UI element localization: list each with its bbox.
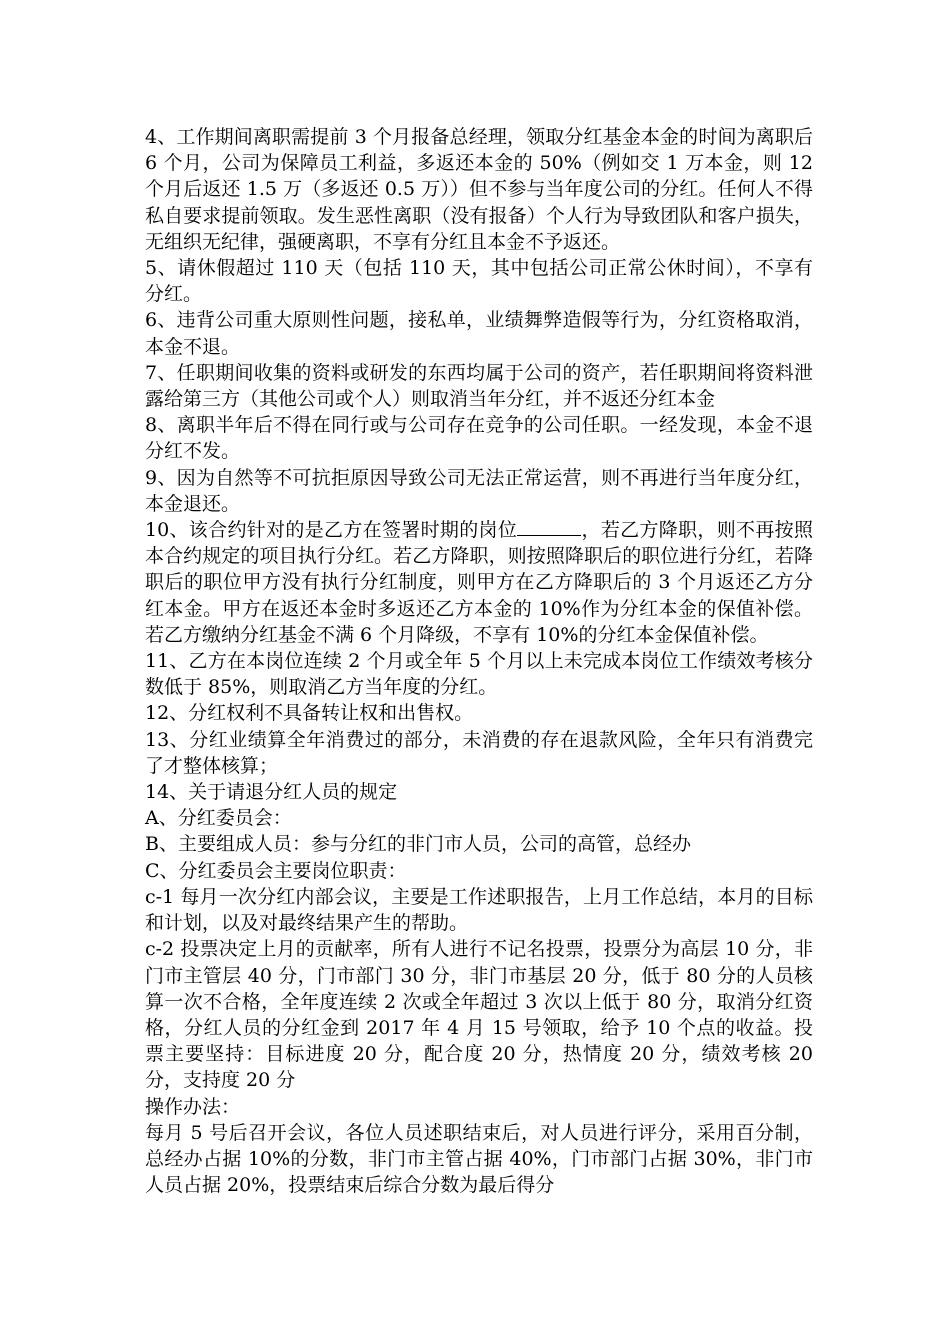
clause-11: 11、乙方在本岗位连续 2 个月或全年 5 个月以上未完成本岗位工作绩效考核分数低于 85%，则取消乙方当年度的分红。: [145, 650, 813, 699]
clause-9: 9、因为自然等不可抗拒原因导致公司无法正常运营，则不再进行当年度分红，本金退还。: [145, 466, 813, 515]
clause-10-rest: ，若乙方降职，则不再按照本合约规定的项目执行分红。若乙方降职，则按照降职后的职位进行分红，若降职后的职位甲方没有执行分红制度，则甲方在乙方降职后的 3 个月返还乙方分红本金。甲方在返还本金时多返还乙方本金的 10%作为分红本金的保值补偿。若乙方缴纳分红基金不满 6 个月降级，不享有 10%的分红本金保值补偿。: [145, 519, 813, 646]
clause-10-lead: 10、该合约针对的是乙方在签署时期的岗位: [145, 519, 518, 542]
section-c: C、分红委员会主要岗位职责：: [145, 859, 407, 882]
clause-13: 13、分红业绩算全年消费过的部分，未消费的存在退款风险，全年只有消费完了才整体核算；: [145, 728, 813, 777]
clause-10: [145, 517, 813, 648]
clause-7: 7、任职期间收集的资料或研发的东西均属于公司的资产，若任职期间将资料泄露给第三方（其他公司或个人）则取消当年分红，并不返还分红本金: [145, 361, 813, 411]
clause-14: 14、关于请退分红人员的规定: [145, 781, 398, 804]
clause-4: 4、工作期间离职需提前 3 个月报备总经理，领取分红基金本金的时间为离职后 6 个月，公司为保障员工利益，多返还本金的 50%（例如交 1 万本金，则 12 个月后返还 1.5 万（多返还 0.5 万））但不参与当年度公司的分红。任何人不得私自要求提前领取。发生恶性离职（没有报备）个人行为导致团队和客户损失，无组织无纪律，强硬离职，不享有分红且本金不予返还。: [145, 126, 813, 253]
clause-6: 6、违背公司重大原则性问题，接私单，业绩舞弊造假等行为，分红资格取消，本金不退。: [145, 309, 813, 358]
clause-12: 12、分红权利不具备转让权和出售权。: [145, 702, 474, 725]
item-c1: c-1 每月一次分红内部会议，主要是工作述职报告，上月工作总结，本月的目标和计划，以及对最终结果产生的帮助。: [145, 885, 813, 935]
clause-5: 5、请休假超过 110 天（包括 110 天，其中包括公司正常公休时间），不享有分红。: [145, 257, 813, 306]
document-body: [145, 124, 813, 1198]
section-b: B、主要组成人员：参与分红的非门市人员，公司的高管，总经办: [145, 833, 691, 856]
operation-method: 每月 5 号后召开会议，各位人员述职结束后，对人员进行评分，采用百分制，总经办占据 10%的分数，非门市主管占据 40%，门市部门占据 30%，非门市人员占据 20%，投票结束后综合分数为最后得分: [145, 1121, 813, 1197]
section-a: A、分红委员会：: [145, 807, 292, 830]
position-blank-line: [517, 517, 581, 536]
operation-heading: 操作办法：: [145, 1095, 241, 1118]
clause-8: 8、离职半年后不得在同行或与公司存在竞争的公司任职。一经发现，本金不退分红不发。: [145, 414, 813, 463]
item-c2: c-2 投票决定上月的贡献率，所有人进行不记名投票，投票分为高层 10 分，非门市主管层 40 分，门市部门 30 分，非门市基层 20 分，低于 80 分的人员核算一次不合格，全年度连续 2 次或全年超过 3 次以上低于 80 分，取消分红资格，分红人员的分红金到 2017 年 4 月 15 号领取，给予 10 个点的收益。投票主要坚持：目标进度 20 分，配合度 20 分，热情度 20 分，绩效考核 20 分，支持度 20 分: [145, 938, 813, 1092]
